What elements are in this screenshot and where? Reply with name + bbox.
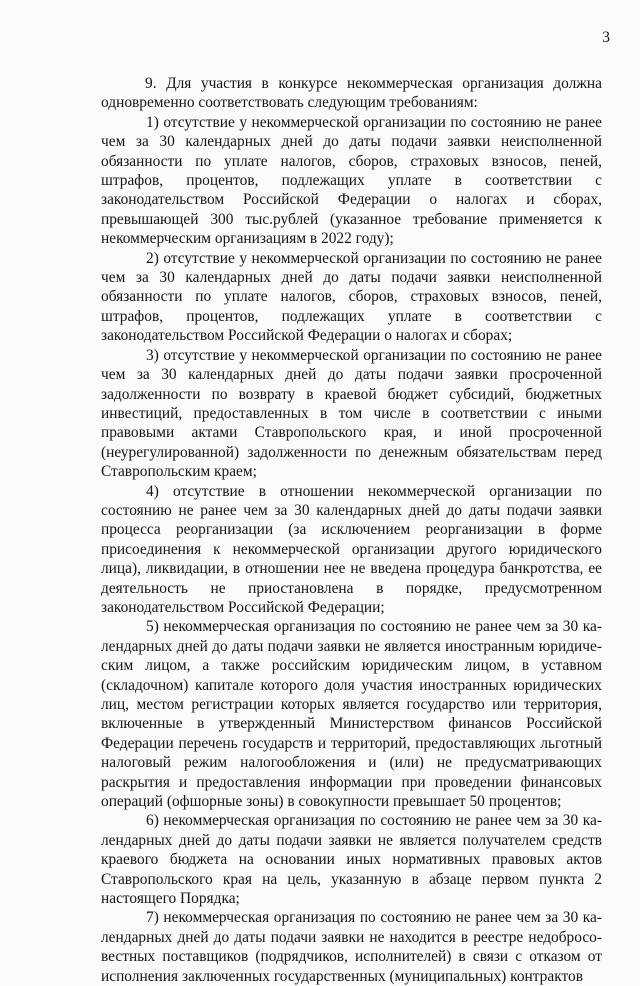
paragraph-requirement-6: 6) некоммерческая организация по состоянию не ранее чем за 30 календарных дней до даты подачи заявки не является получателем средств краевого бюджета на основании иных нормативных правовых актов Ставропольского края на цель, указанную в абзаце первом пункта 2 настоящего Порядка; [101,812,602,908]
paragraph-requirements-intro: 9. Для участия в конкурсе некоммерческая организация должна одновременно соответствовать следующим требованиям: [101,75,602,112]
document-body [101,74,602,986]
paragraph-requirement-7: 7) некоммерческая организация по состоянию не ранее чем за 30 календарных дней до даты подачи заявки не находится в реестре недобросовестных поставщиков (подрядчиков, исполнителей) в связи с отказом от исполнения заключенных государственных (муниципальных) контрактов [101,909,602,985]
paragraph-requirement-4: 4) отсутствие в отношении некоммерческой организации по состоянию не ранее чем за 30 календарных дней до даты подачи заявки процесса реорганизации (за исключением реорганизации в форме присоединения к некоммерческой организации другого юридического лица), ликвидации, в отношении нее не введена процедура банкротства, ее деятельность не приостановлена в порядке, предусмотренном законодательством Российской Федерации; [101,482,602,616]
paragraph-requirement-3: 3) отсутствие у некоммерческой организации по состоянию не ранее чем за 30 календарных дней до даты подачи заявки просроченной задолженности по возврату в краевой бюджет субсидий, бюджетных инвестиций, предоставленных в том числе в соответствии с иными правовыми актами Ставропольского края, и иной просроченной (неурегулированной) задолженности по денежным обязательствам перед Ставропольским краем; [101,346,602,481]
paragraph-requirement-5: 5) некоммерческая организация по состоянию не ранее чем за 30 календарных дней до даты подачи заявки не является иностранным юридическим лицом, а также российским юридическим лицом, в уставном (складочном) капитале которого доля участия иностранных юридических лиц, местом регистрации которых является государство или территория, включенные в утвержденный Министерством финансов Российской Федерации перечень государств и территорий, предоставляющих льготный налоговый режим налогообложения и (или) не предусматривающих раскрытия и предоставления информации при проведении финансовых операций (офшорные зоны) в совокупности превышает 50 процентов; [101,618,602,811]
paragraph-requirement-1: 1) отсутствие у некоммерческой организации по состоянию не ранее чем за 30 календарных дней до даты подачи заявки неисполненной обязанности по уплате налогов, сборов, страховых взносов, пеней, штрафов, процентов, подлежащих уплате в соответствии с законодательством Российской Федерации о налогах и сборах, превышающей 300 тыс.рублей (указанное требование применяется к некоммерческим организациям в 2022 году); [101,113,602,248]
paragraph-requirement-2: 2) отсутствие у некоммерческой организации по состоянию не ранее чем за 30 календарных дней до даты подачи заявки неисполненной обязанности по уплате налогов, сборов, страховых взносов, пеней, штрафов, процентов, подлежащих уплате в соответствии с законодательством Российской Федерации о налогах и сборах; [101,249,602,345]
page-number: 3 [602,29,610,46]
